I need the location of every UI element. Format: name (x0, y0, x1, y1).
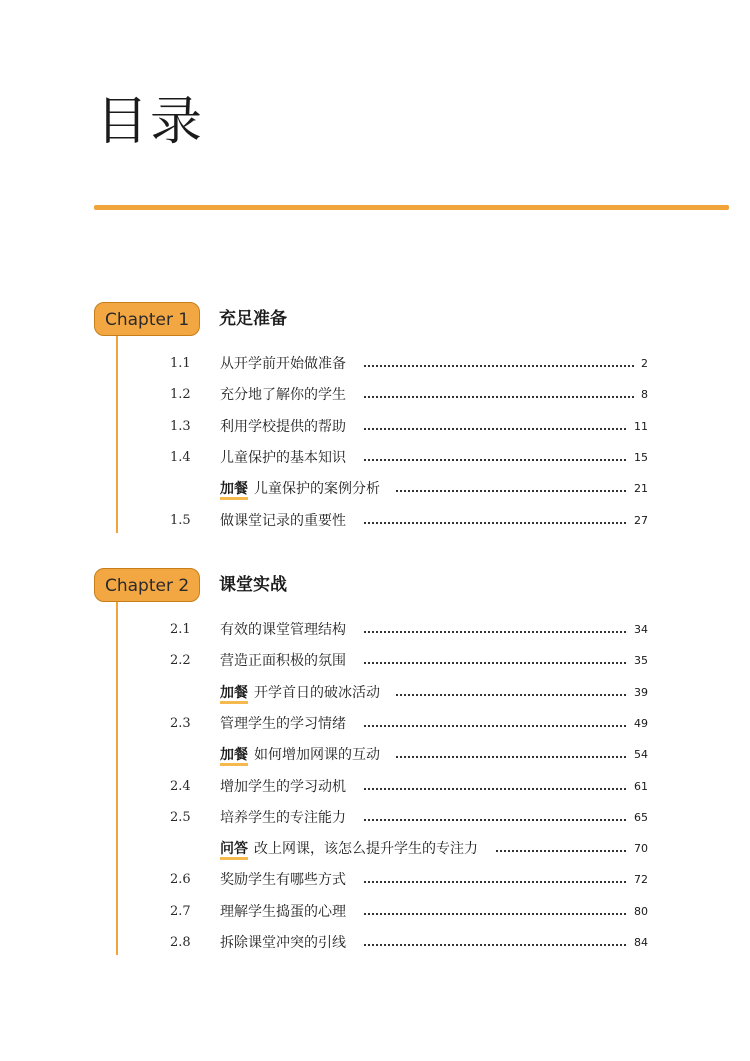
chapter-title: 充足准备 (219, 309, 287, 329)
entry-number: 1.5 (170, 512, 191, 528)
entry-text: 开学首日的破冰活动 (254, 684, 380, 701)
entry-page-number: 72 (628, 868, 648, 892)
toc-entry[interactable] (0, 509, 750, 533)
entry-number: 1.4 (170, 449, 191, 465)
entry-page-number: 15 (628, 446, 648, 470)
entry-text: 拆除课堂冲突的引线 (220, 935, 346, 951)
toc-entry[interactable] (0, 415, 750, 439)
entry-label (220, 775, 362, 799)
entry-number: 1.3 (170, 418, 191, 434)
entry-label (220, 712, 362, 736)
entry-page-number: 2 (635, 352, 648, 376)
chapter-badge: Chapter 1 (94, 302, 200, 336)
toc-entry[interactable] (0, 383, 750, 407)
entry-label (220, 509, 362, 533)
entry-label (220, 931, 362, 955)
entry-page-number: 11 (628, 415, 648, 439)
entry-label (220, 446, 362, 470)
entry-text: 做课堂记录的重要性 (220, 512, 346, 529)
entry-number: 2.1 (170, 622, 191, 637)
entry-page-number: 8 (635, 383, 648, 407)
entry-label (220, 837, 494, 861)
entry-text: 利用学校提供的帮助 (220, 418, 346, 435)
entry-page-number: 39 (628, 681, 648, 705)
entry-text: 奖励学生有哪些方式 (220, 872, 346, 889)
chapter-badge: Chapter 2 (94, 568, 200, 602)
entry-label (220, 618, 362, 642)
entry-text: 营造正面积极的氛围 (220, 653, 346, 670)
entry-page-number: 27 (628, 509, 648, 533)
entry-number: 2.5 (170, 809, 191, 825)
entry-label (220, 900, 362, 924)
entry-tag: 问答 (220, 841, 248, 860)
entry-label (220, 806, 362, 830)
toc-entry[interactable] (0, 649, 750, 673)
entry-text: 有效的课堂管理结构 (220, 622, 346, 638)
entry-page-number: 80 (628, 900, 648, 924)
entry-text: 管理学生的学习情绪 (220, 715, 346, 732)
entry-label (220, 868, 362, 892)
entry-label (220, 649, 362, 673)
entry-text: 增加学生的学习动机 (220, 778, 346, 795)
toc-entry[interactable] (0, 712, 750, 736)
page-title: 目录 (96, 92, 205, 152)
entry-label (220, 383, 362, 407)
entry-page-number: 54 (628, 743, 648, 767)
toc-entry[interactable] (0, 352, 750, 376)
entry-text: 充分地了解你的学生 (220, 387, 346, 404)
entry-text: 如何增加网课的互动 (254, 747, 380, 764)
entry-label (220, 352, 362, 376)
toc-entry[interactable] (0, 868, 750, 892)
entry-number: 2.2 (170, 653, 191, 669)
toc-entry[interactable] (0, 931, 750, 955)
toc-entry[interactable] (0, 837, 750, 861)
toc-entry[interactable] (0, 618, 750, 642)
toc-entry[interactable] (0, 446, 750, 470)
toc-entry[interactable] (0, 477, 750, 501)
entry-page-number: 21 (628, 477, 648, 501)
entry-number: 2.6 (170, 872, 191, 888)
entry-tag: 加餐 (220, 685, 248, 704)
entry-page-number: 35 (628, 649, 648, 673)
entry-number: 1.1 (170, 356, 191, 371)
entry-text: 儿童保护的基本知识 (220, 449, 346, 466)
toc-entry[interactable] (0, 775, 750, 799)
entry-tag: 加餐 (220, 747, 248, 766)
entry-page-number: 70 (628, 837, 648, 861)
entry-tag: 加餐 (220, 481, 248, 500)
entry-number: 2.4 (170, 778, 191, 794)
entry-label (220, 681, 396, 705)
entry-text: 理解学生捣蛋的心理 (220, 903, 346, 920)
toc-entry[interactable] (0, 900, 750, 924)
entry-page-number: 65 (628, 806, 648, 830)
entry-page-number: 49 (628, 712, 648, 736)
toc-entry[interactable] (0, 806, 750, 830)
entry-label (220, 477, 396, 501)
entry-page-number: 34 (628, 618, 648, 642)
entry-number: 2.8 (170, 935, 191, 950)
entry-page-number: 61 (628, 775, 648, 799)
toc-entry[interactable] (0, 681, 750, 705)
entry-label (220, 415, 362, 439)
title-rule (94, 205, 729, 210)
toc-entry[interactable] (0, 743, 750, 767)
entry-page-number: 84 (628, 931, 648, 955)
entry-label (220, 743, 396, 767)
entry-text: 从开学前开始做准备 (220, 356, 346, 372)
entry-number: 2.7 (170, 903, 191, 919)
entry-text: 培养学生的专注能力 (220, 809, 346, 826)
chapter-title: 课堂实战 (219, 575, 287, 595)
entry-number: 1.2 (170, 387, 191, 403)
entry-text: 改上网课，该怎么提升学生的专注力 (254, 841, 478, 858)
entry-number: 2.3 (170, 715, 191, 731)
entry-text: 儿童保护的案例分析 (254, 481, 380, 498)
